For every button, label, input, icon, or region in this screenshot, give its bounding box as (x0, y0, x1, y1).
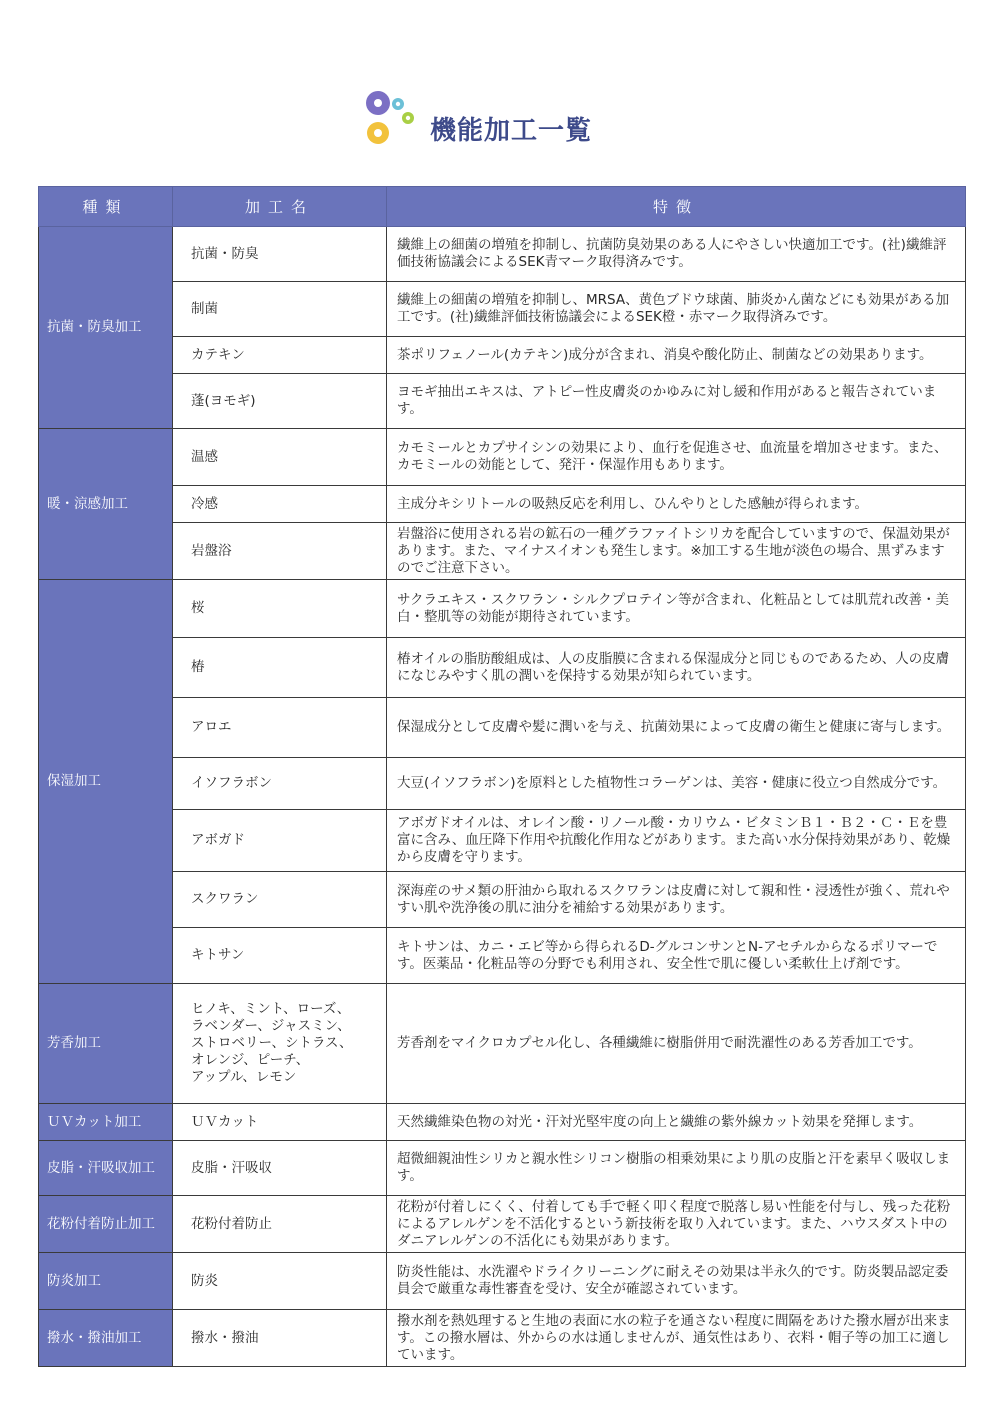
feature-cell: 茶ポリフェノール(カテキン)成分が含まれ、消臭や酸化防止、制菌などの効果あります。 (387, 337, 966, 374)
process-name-cell: ヒノキ、ミント、ローズ、 ラベンダー、ジャスミン、 ストロベリー、シトラス、 オレンジ、ピーチ、 アップル、レモン (173, 984, 387, 1104)
table-row (39, 872, 966, 928)
table-header-row (39, 187, 966, 227)
process-name-cell: 制菌 (173, 282, 387, 337)
process-name-cell: アロエ (173, 698, 387, 758)
category-cell: ＵＶカット加工 (39, 1104, 173, 1141)
process-name-cell: 撥水・撥油 (173, 1310, 387, 1367)
circles-logo-icon (360, 88, 420, 148)
category-cell: 保湿加工 (39, 580, 173, 984)
header-name: 加工名 (173, 187, 387, 227)
table-row (39, 758, 966, 810)
process-name-cell: スクワラン (173, 872, 387, 928)
table-row (39, 984, 966, 1104)
feature-cell: 保湿成分として皮膚や髪に潤いを与え、抗菌効果によって皮膚の衛生と健康に寄与します。 (387, 698, 966, 758)
feature-cell: サクラエキス・スクワラン・シルクプロテイン等が含まれ、化粧品としては肌荒れ改善・美白・整肌等の効能が期待されています。 (387, 580, 966, 638)
feature-cell: 岩盤浴に使用される岩の鉱石の一種グラファイトシリカを配合していますので、保温効果があります。また、マイナスイオンも発生します。※加工する生地が淡色の場合、黒ずみますのでご注意下さい。 (387, 523, 966, 580)
category-cell: 暖・涼感加工 (39, 429, 173, 580)
table-row (39, 928, 966, 984)
table-row (39, 698, 966, 758)
table-row (39, 580, 966, 638)
feature-cell: 主成分キシリトールの吸熱反応を利用し、ひんやりとした感触が得られます。 (387, 486, 966, 523)
table-row (39, 1104, 966, 1141)
table-row (39, 374, 966, 429)
process-name-cell: アボガド (173, 810, 387, 872)
table-row (39, 429, 966, 486)
process-name-cell: 温感 (173, 429, 387, 486)
feature-cell: ヨモギ抽出エキスは、アトピー性皮膚炎のかゆみに対し緩和作用があると報告されています。 (387, 374, 966, 429)
category-cell: 抗菌・防臭加工 (39, 227, 173, 429)
table-row (39, 1141, 966, 1196)
process-name-cell: 防炎 (173, 1253, 387, 1310)
table-body (39, 227, 966, 1367)
category-cell: 撥水・撥油加工 (39, 1310, 173, 1367)
process-name-cell: イソフラボン (173, 758, 387, 810)
table-row (39, 1253, 966, 1310)
feature-cell: 椿オイルの脂肪酸組成は、人の皮脂膜に含まれる保湿成分と同じものであるため、人の皮膚になじみやすく肌の潤いを保持する効果が知られています。 (387, 638, 966, 698)
category-cell: 防炎加工 (39, 1253, 173, 1310)
feature-cell: 芳香剤をマイクロカプセル化し、各種繊維に樹脂併用で耐洗濯性のある芳香加工です。 (387, 984, 966, 1104)
table-row (39, 1196, 966, 1253)
feature-cell: アボガドオイルは、オレイン酸・リノール酸・カリウム・ビタミンＢ１・Ｂ２・Ｃ・Ｅを豊富に含み、血圧降下作用や抗酸化作用などがあります。また高い水分保持効果があり、乾燥から皮膚を守ります。 (387, 810, 966, 872)
process-name-cell: カテキン (173, 337, 387, 374)
header-type: 種類 (39, 187, 173, 227)
process-name-cell: 蓬(ヨモギ) (173, 374, 387, 429)
feature-cell: 深海産のサメ類の肝油から取れるスクワランは皮膚に対して親和性・浸透性が強く、荒れやすい肌や洗浄後の肌に油分を補給する効果があります。 (387, 872, 966, 928)
feature-cell: 花粉が付着しにくく、付着しても手で軽く叩く程度で脱落し易い性能を付与し、残った花粉によるアレルゲンを不活化するという新技術を取り入れています。また、ハウスダスト中のダニアレルゲンの不活化にも効果があります。 (387, 1196, 966, 1253)
table-row (39, 337, 966, 374)
category-cell: 花粉付着防止加工 (39, 1196, 173, 1253)
header-feature: 特徴 (387, 187, 966, 227)
table-row (39, 282, 966, 337)
process-name-cell: ＵＶカット (173, 1104, 387, 1141)
process-name-cell: キトサン (173, 928, 387, 984)
processing-table (38, 186, 966, 1367)
process-name-cell: 花粉付着防止 (173, 1196, 387, 1253)
feature-cell: 超微細親油性シリカと親水性シリコン樹脂の相乗効果により肌の皮脂と汗を素早く吸収します。 (387, 1141, 966, 1196)
table-row (39, 810, 966, 872)
category-cell: 芳香加工 (39, 984, 173, 1104)
process-name-cell: 抗菌・防臭 (173, 227, 387, 282)
feature-cell: 繊維上の細菌の増殖を抑制し、抗菌防臭効果のある人にやさしい快適加工です。(社)繊維評価技術協議会によるSEK青マーク取得済みです。 (387, 227, 966, 282)
process-name-cell: 岩盤浴 (173, 523, 387, 580)
table-row (39, 486, 966, 523)
process-name-cell: 椿 (173, 638, 387, 698)
feature-cell: 天然繊維染色物の対光・汗対光堅牢度の向上と繊維の紫外線カット効果を発揮します。 (387, 1104, 966, 1141)
page-title: 機能加工一覧 (430, 116, 593, 146)
page-header (360, 88, 760, 158)
table-row (39, 638, 966, 698)
process-name-cell: 皮脂・汗吸収 (173, 1141, 387, 1196)
category-cell: 皮脂・汗吸収加工 (39, 1141, 173, 1196)
table-row (39, 523, 966, 580)
feature-cell: 大豆(イソフラボン)を原料とした植物性コラーゲンは、美容・健康に役立つ自然成分です。 (387, 758, 966, 810)
feature-cell: 防炎性能は、水洗濯やドライクリーニングに耐えその効果は半永久的です。防炎製品認定委員会で厳重な毒性審査を受け、安全が確認されています。 (387, 1253, 966, 1310)
table-row (39, 1310, 966, 1367)
feature-cell: 撥水剤を熱処理すると生地の表面に水の粒子を通さない程度に間隔をあけた撥水層が出来ます。この撥水層は、外からの水は通しませんが、通気性はあり、衣料・帽子等の加工に適しています。 (387, 1310, 966, 1367)
feature-cell: キトサンは、カニ・エビ等から得られるD-グルコンサンとN-アセチルからなるポリマーです。医薬品・化粧品等の分野でも利用され、安全性で肌に優しい柔軟仕上げ剤です。 (387, 928, 966, 984)
process-name-cell: 桜 (173, 580, 387, 638)
process-name-cell: 冷感 (173, 486, 387, 523)
feature-cell: 繊維上の細菌の増殖を抑制し、MRSA、黄色ブドウ球菌、肺炎かん菌などにも効果がある加工です。(社)繊維評価技術協議会によるSEK橙・赤マーク取得済みです。 (387, 282, 966, 337)
feature-cell: カモミールとカプサイシンの効果により、血行を促進させ、血流量を増加させます。また、カモミールの効能として、発汗・保湿作用もあります。 (387, 429, 966, 486)
table-row (39, 227, 966, 282)
